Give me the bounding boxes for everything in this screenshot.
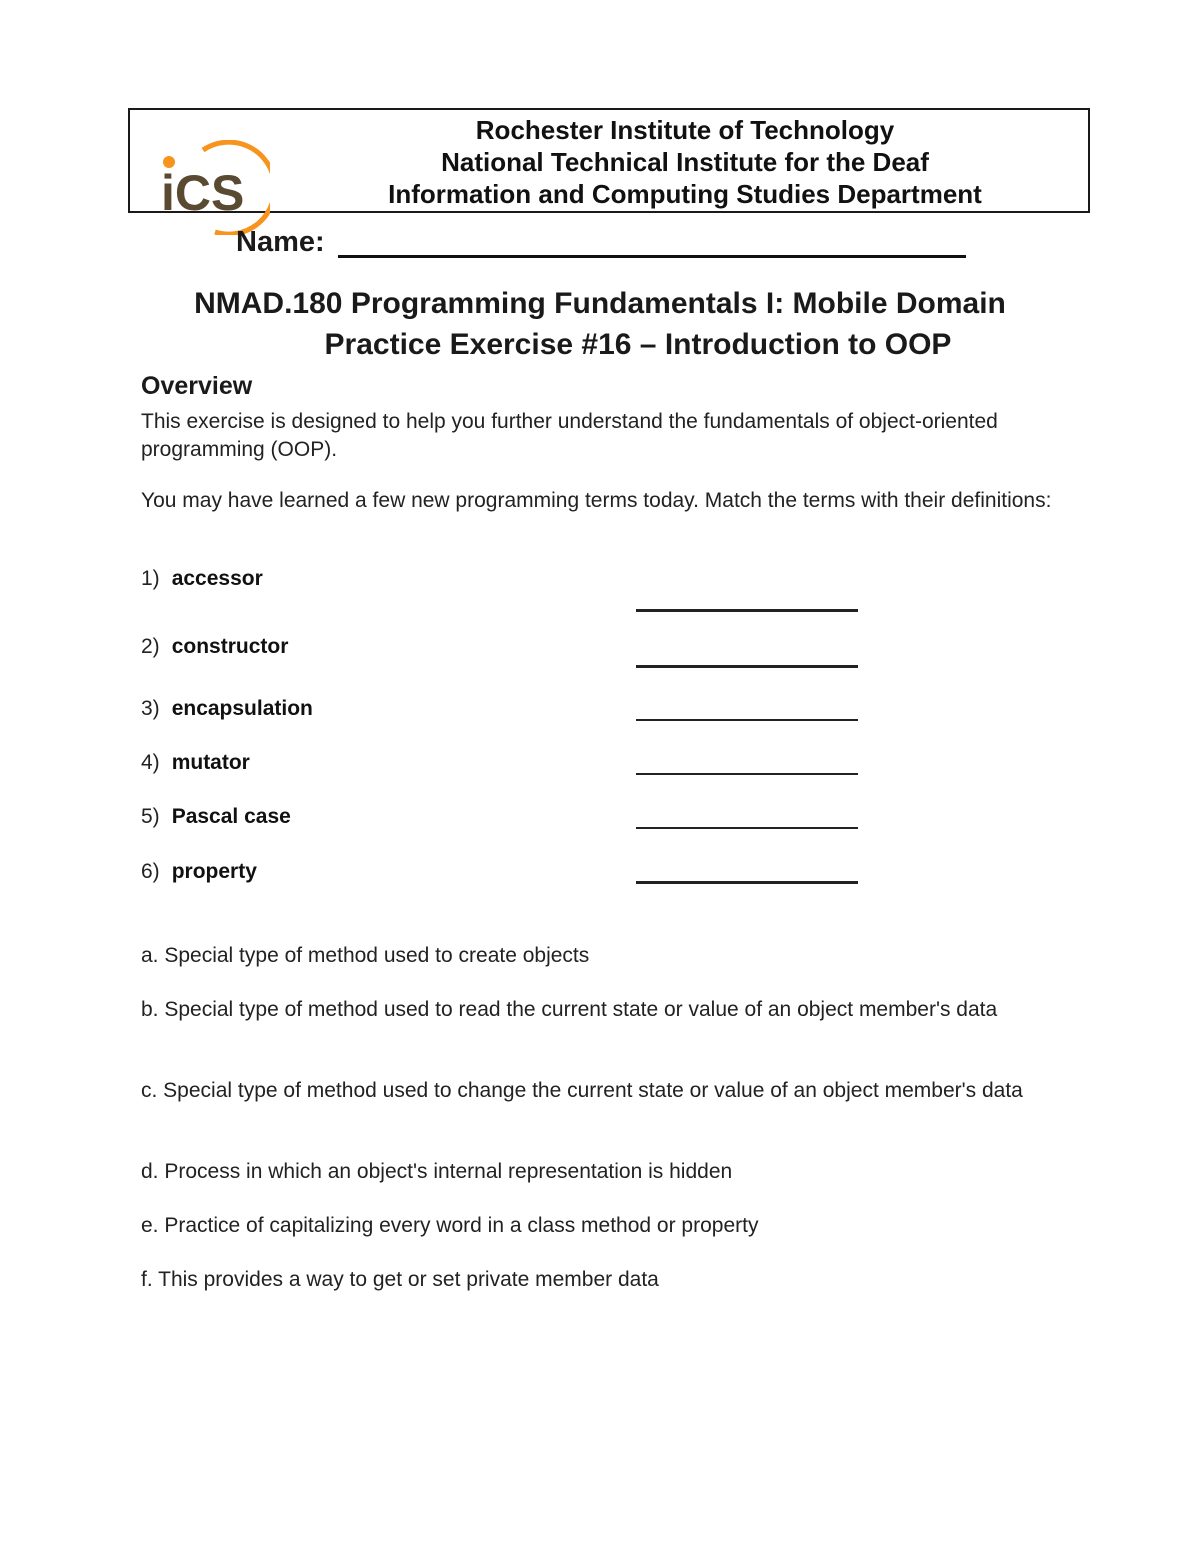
overview-paragraph: This exercise is designed to help you further understand the fundamentals of object-oriented programming (OOP). (141, 410, 998, 461)
term-word: accessor (171, 567, 263, 590)
term-word: mutator (171, 751, 250, 774)
definition-f: f. This provides a way to get or set private member data (141, 1268, 659, 1291)
institution-line-3: Information and Computing Studies Department (388, 179, 982, 209)
term-word: encapsulation (171, 697, 313, 720)
course-title: NMAD.180 Programming Fundamentals I: Mobile Domain (194, 287, 1006, 320)
ics-logo (155, 140, 270, 235)
answer-blank-5[interactable] (636, 827, 858, 829)
svg-text:iCS: iCS (161, 165, 245, 221)
definition-e: e. Practice of capitalizing every word in a class method or property (141, 1214, 759, 1237)
term-item: 2) constructor (141, 635, 289, 658)
instructions-paragraph: You may have learned a few new programming terms today. Match the terms with their definitions: (141, 489, 1052, 512)
definition-c: c. Special type of method used to change the current state or value of an object member's data (141, 1079, 1023, 1102)
term-item: 4) mutator (141, 751, 250, 774)
term-item: 5) Pascal case (141, 805, 291, 828)
exercise-title: Practice Exercise #16 – Introduction to OOP (324, 328, 952, 361)
institution-line-2: National Technical Institute for the Deaf (441, 147, 929, 177)
term-item: 3) encapsulation (141, 697, 313, 720)
definition-b: b. Special type of method used to read the current state or value of an object member's data (141, 998, 998, 1021)
answer-blank-4[interactable] (636, 773, 858, 775)
overview-heading: Overview (141, 372, 253, 400)
name-label: Name: (236, 226, 325, 258)
term-word: property (171, 860, 257, 883)
name-blank[interactable] (338, 255, 966, 258)
term-word: Pascal case (171, 805, 291, 828)
term-item: 6) property (141, 860, 257, 883)
definition-d: d. Process in which an object's internal representation is hidden (141, 1160, 733, 1183)
answer-blank-6[interactable] (636, 881, 858, 884)
answer-blank-3[interactable] (636, 719, 858, 721)
institution-header (280, 114, 1090, 210)
term-item: 1) accessor (141, 567, 263, 590)
answer-blank-1[interactable] (636, 609, 858, 612)
institution-line-1: Rochester Institute of Technology (475, 115, 895, 145)
definition-a: a. Special type of method used to create objects (141, 944, 590, 967)
answer-blank-2[interactable] (636, 665, 858, 668)
term-word: constructor (171, 635, 289, 658)
